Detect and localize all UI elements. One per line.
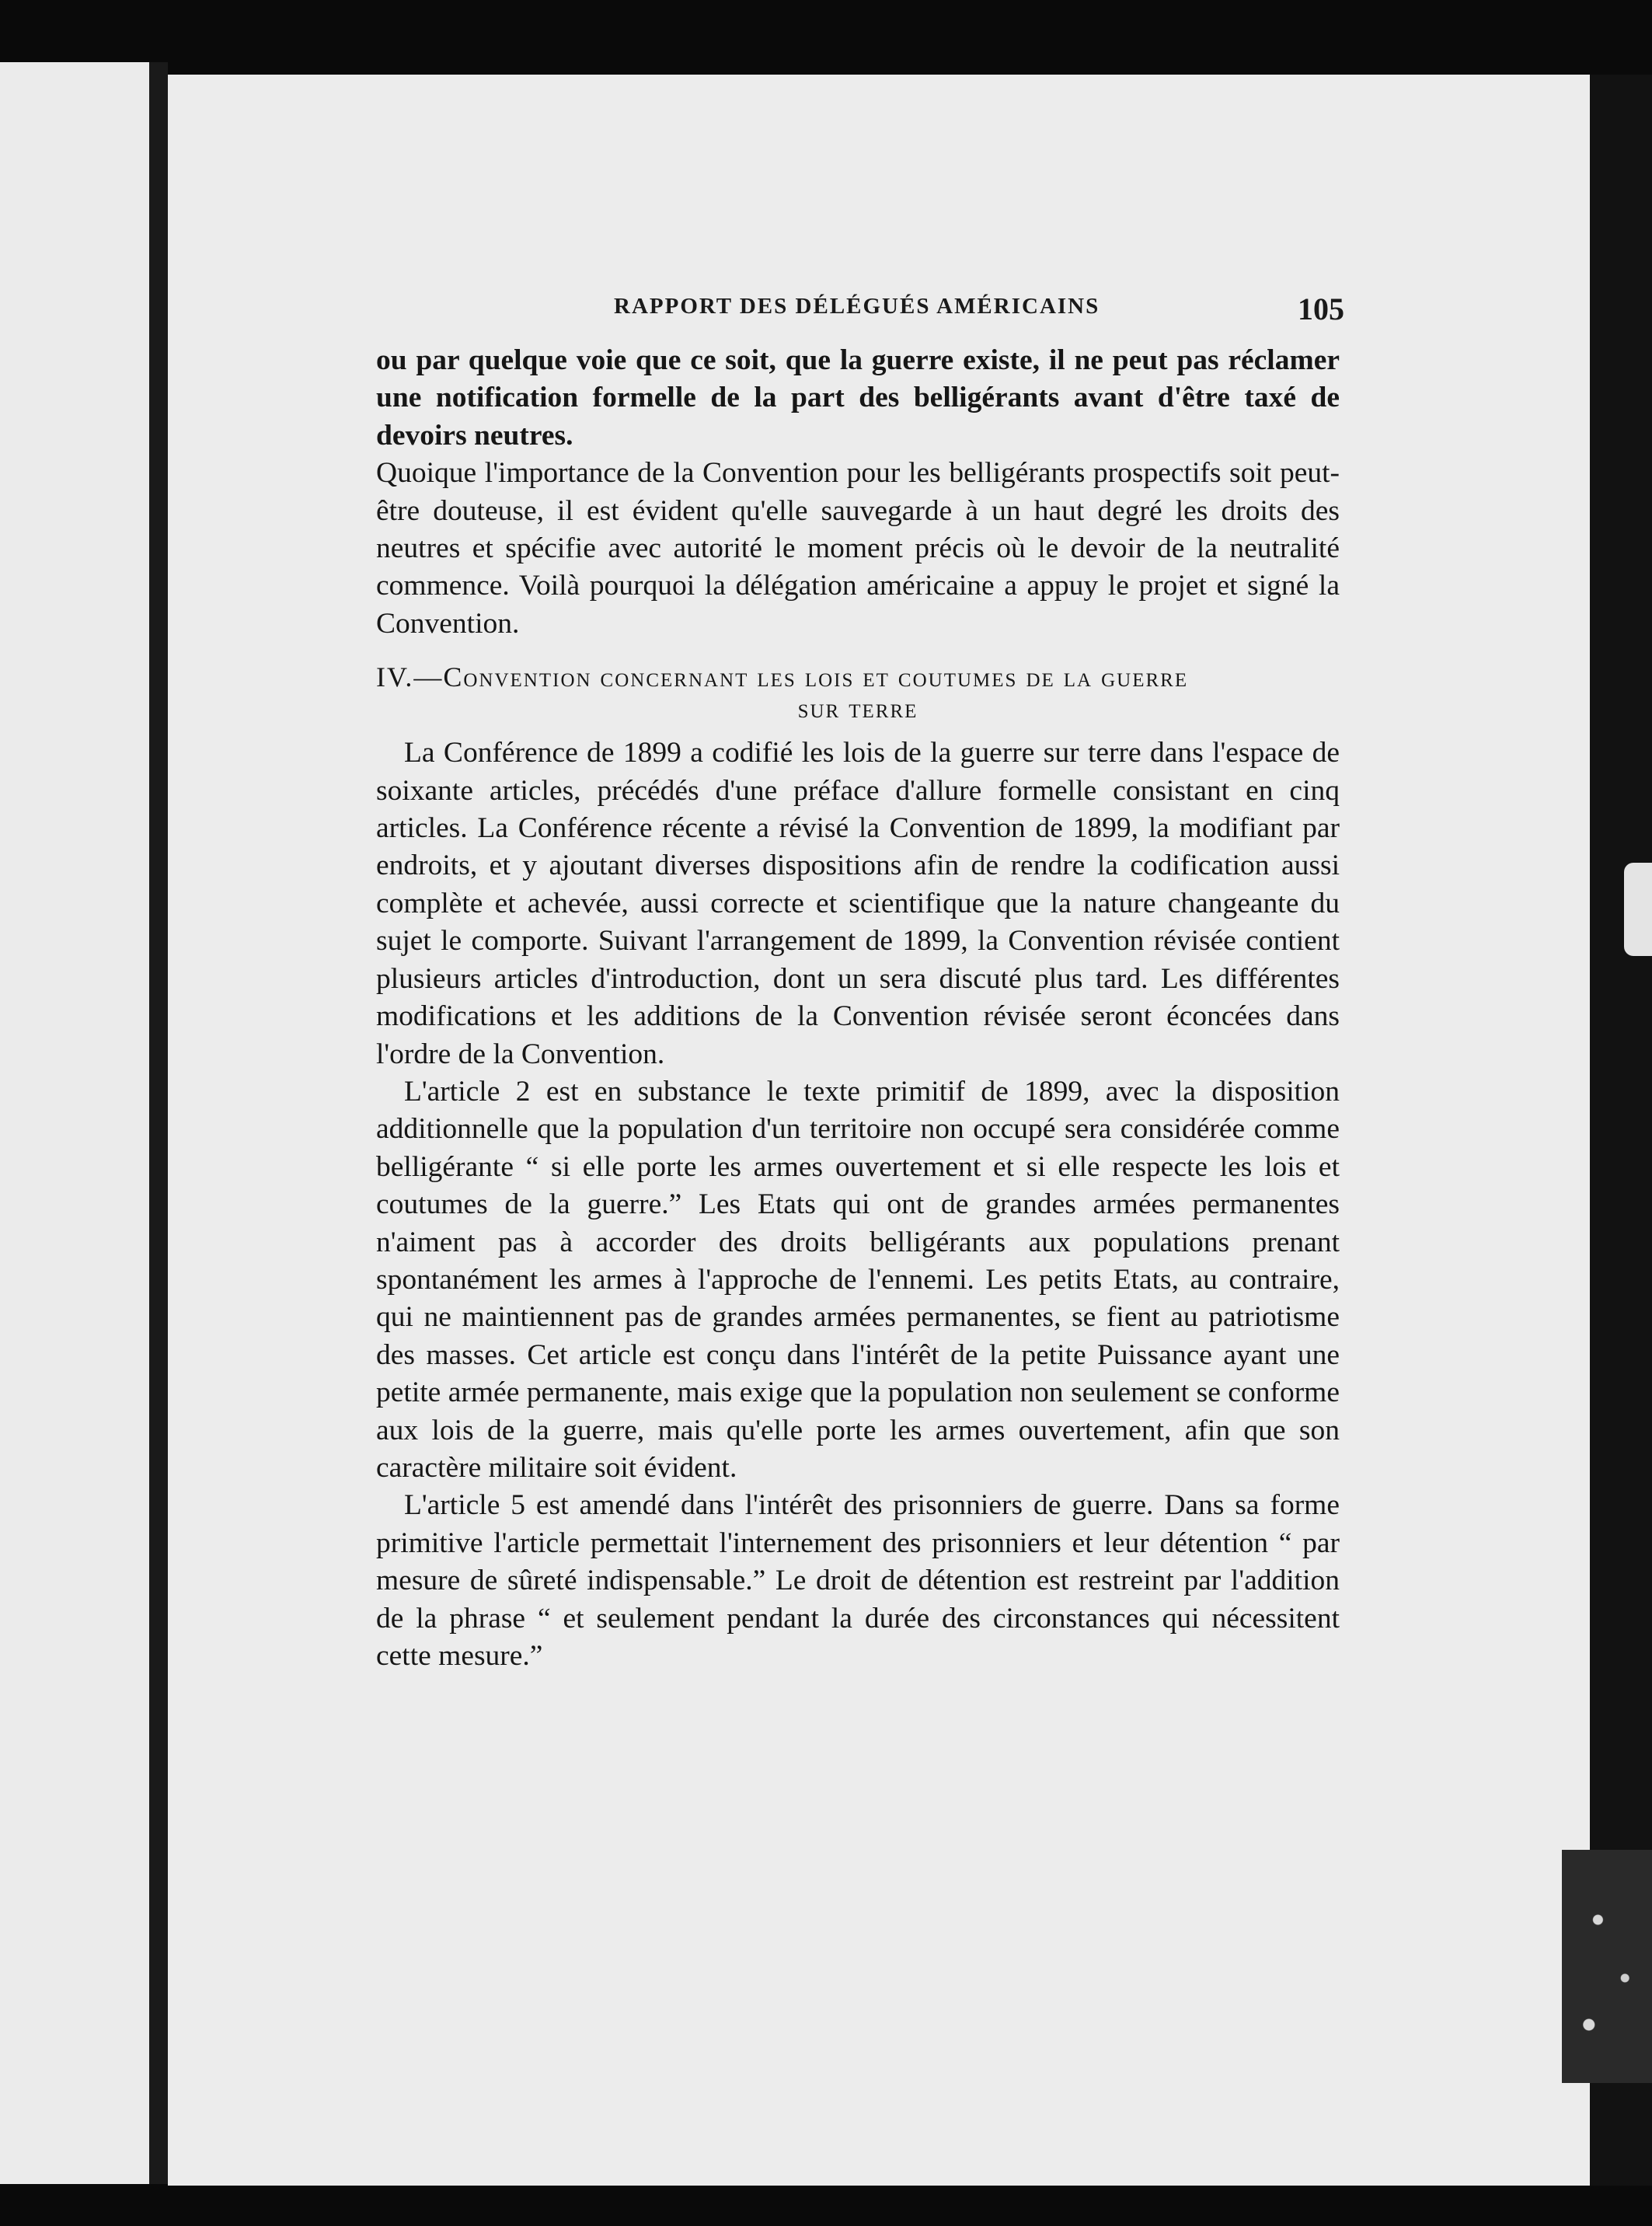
paragraph: L'article 2 est en substance le texte primitif de 1899, avec la disposition additionnelle que la population d'un territoire non occupé sera considérée comme belligérante “ si elle porte les armes ouvertement et si elle respecte les lois et coutumes de la guerre.” Les Etats qui ont de grandes armées permanentes n'aiment pas à accorder des droits belligérants aux populations prenant spontanément les armes à l'approche de l'ennemi. Les petits Etats, au contraire, qui ne maintiennent pas de grandes armées permanentes, se fient au patriotisme des masses. Cet article est conçu dans l'intérêt de la petite Puissance ayant une petite armée permanente, mais exige que la population non seulement se conforme aux lois de la guerre, mais qu'elle porte les armes ouvertement, afin que son caractère militaire soit évident. — [376, 1075, 1340, 1484]
page-number: 105 — [1298, 291, 1344, 326]
running-header — [614, 291, 1344, 333]
page-edge-damage — [1562, 1850, 1652, 2083]
section-heading — [376, 661, 1340, 724]
gutter-shadow — [149, 62, 168, 2184]
page-edge-tear — [1624, 863, 1652, 956]
paragraph: L'article 5 est amendé dans l'intérêt des prisonniers de guerre. Dans sa forme primitive l'article permettait l'internement des prisonniers et leur détention “ par mesure de sûreté indispensable.” Le droit de détention est restreint par l'addition de la phrase “ et seulement pendant la durée des circonstances qui nécessitent cette mesure.” — [376, 1489, 1340, 1672]
section-heading-line1: IV.—Convention concernant les lois et coutumes de la guerre — [376, 661, 1189, 693]
paragraph: La Conférence de 1899 a codifié les lois de la guerre sur terre dans l'espace de soixante articles, précédés d'une préface d'allure formelle consistant en cinq articles. La Conférence récente a révisé la Convention de 1899, la modifiant par endroits, et y ajoutant diverses dispositions afin de rendre la codification aussi complète et achevée, aussi correcte et scientifique que la nature changeante du sujet le comporte. Suivant l'arrangement de 1899, la Convention révisée contient plusieurs articles d'introduction, dont un sera discuté plus tard. Les différentes modifications et les additions de la Convention révisée seront éconcées dans l'ordre de la Convention. — [376, 737, 1340, 1070]
facing-page-edge — [0, 62, 149, 2184]
paragraph-continuation-bold: ou par quelque voie que ce soit, que la guerre existe, il ne peut pas réclamer une notification formelle de la part des belligérants avant d'être taxé de devoirs neutres. — [376, 344, 1340, 452]
running-title: RAPPORT DES DÉLÉGUÉS AMÉRICAINS — [614, 294, 1100, 319]
section-heading-line2: sur terre — [797, 693, 918, 724]
paragraph-continuation: Quoique l'importance de la Convention pour les belligérants prospectifs soit peut-être douteuse, il est évident qu'elle sauvegarde à un haut degré les droits des neutres et spécifie avec autorité le moment précis où le devoir de la neutralité commence. Voilà pourquoi la délégation américaine a appuy le projet et signé la Convention. — [376, 457, 1340, 640]
body-text — [376, 342, 1340, 1675]
